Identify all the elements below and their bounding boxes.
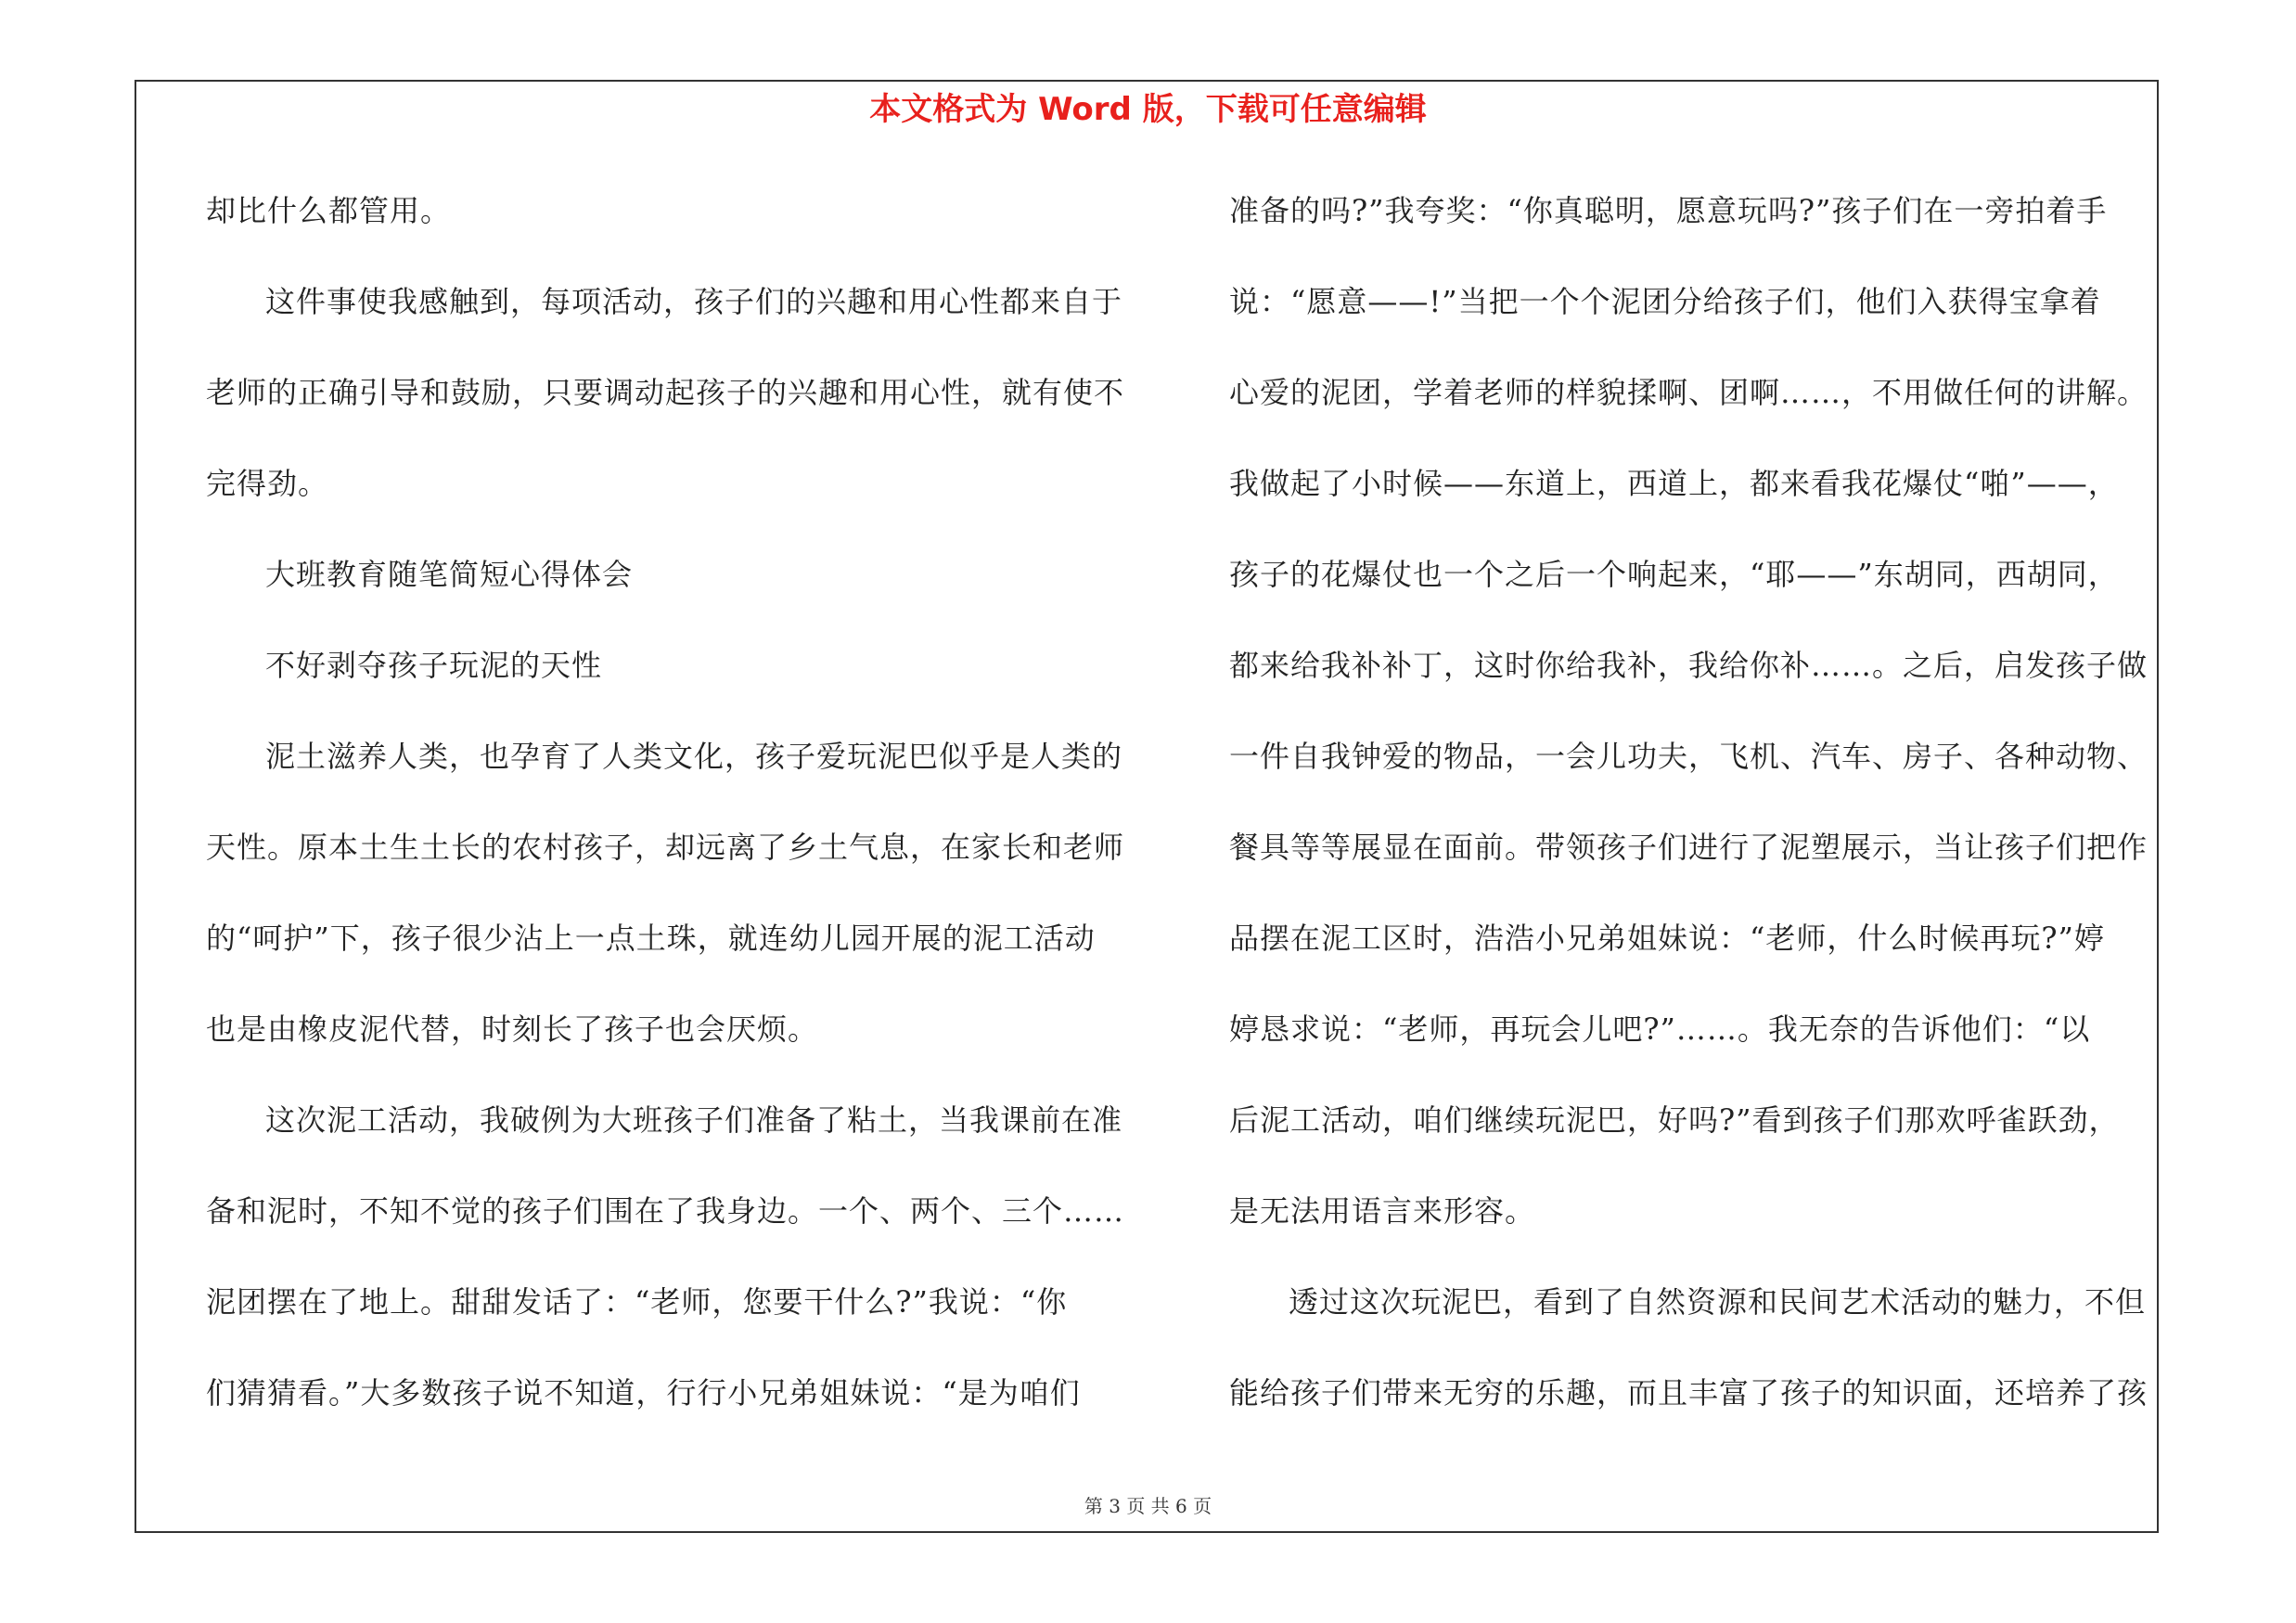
text-line: 准备的吗?”我夸奖：“你真聪明，愿意玩吗?”孩子们在一旁拍着手 [1229, 193, 2108, 228]
text-line: 备和泥时，不知不觉的孩子们围在了我身边。一个、两个、三个…… [206, 1193, 1125, 1229]
text-line: 是无法用语言来形容。 [1229, 1193, 1536, 1229]
section-heading: 大班教育随笔简短心得体会 [265, 557, 634, 592]
text-line: 也是由橡皮泥代替，时刻长了孩子也会厌烦。 [206, 1011, 819, 1047]
text-line: 婷恳求说：“老师，再玩会儿吧?”……。我无奈的告诉他们：“以 [1229, 1011, 2091, 1047]
text-line: 说：“愿意——!”当把一个个泥团分给孩子们，他们入获得宝拿着 [1229, 284, 2101, 319]
text-line: 一件自我钟爱的物品，一会儿功夫，飞机、汽车、房子、各种动物、 [1229, 739, 2148, 774]
text-line: 完得劲。 [206, 466, 329, 501]
text-line: 们猜猜看。”大多数孩子说不知道，行行小兄弟姐妹说：“是为咱们 [206, 1375, 1081, 1410]
text-line: 都来给我补补丁，这时你给我补，我给你补……。之后，启发孩子做 [1229, 648, 2148, 683]
text-line: 泥土滋养人类，也孕育了人类文化，孩子爱玩泥巴似乎是人类的 [265, 739, 1123, 774]
text-line: 这件事使我感触到，每项活动，孩子们的兴趣和用心性都来自于 [265, 284, 1123, 319]
text-line: 透过这次玩泥巴，看到了自然资源和民间艺术活动的魅力，不但 [1289, 1284, 2147, 1320]
text-line: 老师的正确引导和鼓励，只要调动起孩子的兴趣和用心性，就有使不 [206, 375, 1125, 410]
left-text-column [206, 178, 1134, 1451]
text-line: 品摆在泥工区时，浩浩小兄弟姐妹说：“老师，什么时候再玩?”婷 [1229, 921, 2105, 956]
text-line: 的“呵护”下，孩子很少沾上一点土珠，就连幼儿园开展的泥工活动 [206, 921, 1096, 956]
article-title: 不好剥夺孩子玩泥的天性 [265, 648, 603, 683]
text-line: 孩子的花爆仗也一个之后一个响起来，“耶——”东胡同，西胡同， [1229, 557, 2119, 592]
text-line: 能给孩子们带来无穷的乐趣，而且丰富了孩子的知识面，还培养了孩 [1229, 1375, 2148, 1410]
right-text-column [1229, 178, 2166, 1451]
text-line: 泥团摆在了地上。甜甜发话了：“老师，您要干什么?”我说：“你 [206, 1284, 1068, 1320]
text-line: 餐具等等展显在面前。带领孩子们进行了泥塑展示，当让孩子们把作 [1229, 830, 2148, 865]
text-line: 天性。原本土生土长的农村孩子，却远离了乡土气息，在家长和老师 [206, 830, 1125, 865]
text-line: 这次泥工活动，我破例为大班孩子们准备了粘土，当我课前在准 [265, 1102, 1123, 1138]
document-header-notice: 本文格式为 Word 版，下载可任意编辑 [869, 91, 1427, 128]
page-number-footer: 第 3 页 共 6 页 [1084, 1495, 1212, 1517]
text-line: 却比什么都管用。 [206, 193, 452, 228]
text-line: 心爱的泥团，学着老师的样貌揉啊、团啊……，不用做任何的讲解。 [1229, 375, 2148, 410]
text-line: 我做起了小时候——东道上，西道上，都来看我花爆仗“啪”——， [1229, 466, 2119, 501]
text-line: 后泥工活动，咱们继续玩泥巴，好吗?”看到孩子们那欢呼雀跃劲， [1229, 1102, 2120, 1138]
